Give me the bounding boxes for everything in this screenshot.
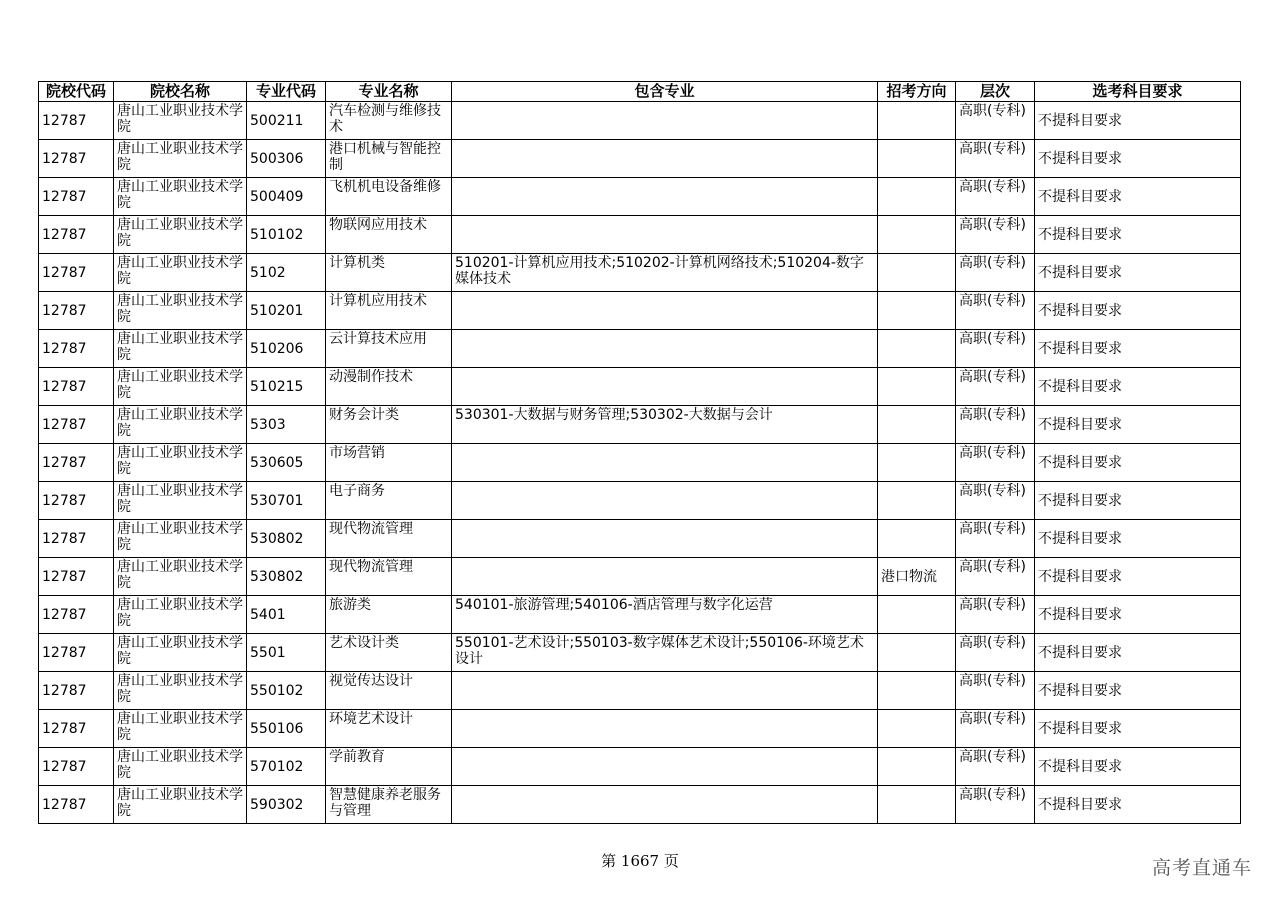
major-name-cell: 现代物流管理 xyxy=(326,558,452,596)
header-level: 层次 xyxy=(956,82,1035,102)
subject-requirement-cell: 不提科目要求 xyxy=(1035,596,1241,634)
major-name-cell: 市场营销 xyxy=(326,444,452,482)
school-code-cell: 12787 xyxy=(39,786,114,824)
subject-requirement-cell: 不提科目要求 xyxy=(1035,368,1241,406)
school-code-cell: 12787 xyxy=(39,330,114,368)
table-row xyxy=(39,368,1241,406)
subject-requirement-cell: 不提科目要求 xyxy=(1035,748,1241,786)
table-row xyxy=(39,216,1241,254)
table-row xyxy=(39,102,1241,140)
major-code-cell: 510102 xyxy=(247,216,326,254)
school-code-cell: 12787 xyxy=(39,748,114,786)
included-majors-cell xyxy=(452,216,878,254)
table-row xyxy=(39,140,1241,178)
school-code-cell: 12787 xyxy=(39,634,114,672)
major-code-cell: 530605 xyxy=(247,444,326,482)
direction-cell xyxy=(878,254,956,292)
table-row xyxy=(39,672,1241,710)
subject-requirement-cell: 不提科目要求 xyxy=(1035,444,1241,482)
school-code-cell: 12787 xyxy=(39,254,114,292)
subject-requirement-cell: 不提科目要求 xyxy=(1035,482,1241,520)
major-name-cell: 云计算技术应用 xyxy=(326,330,452,368)
school-name-cell: 唐山工业职业技术学院 xyxy=(114,254,247,292)
major-code-cell: 500211 xyxy=(247,102,326,140)
major-code-cell: 5401 xyxy=(247,596,326,634)
school-name-cell: 唐山工业职业技术学院 xyxy=(114,558,247,596)
header-subject-requirement: 选考科目要求 xyxy=(1035,82,1241,102)
included-majors-cell xyxy=(452,330,878,368)
school-code-cell: 12787 xyxy=(39,710,114,748)
major-code-cell: 550102 xyxy=(247,672,326,710)
table-row xyxy=(39,634,1241,672)
major-code-cell: 510206 xyxy=(247,330,326,368)
level-cell: 高职(专科) xyxy=(956,710,1035,748)
subject-requirement-cell: 不提科目要求 xyxy=(1035,102,1241,140)
school-name-cell: 唐山工业职业技术学院 xyxy=(114,102,247,140)
major-code-cell: 500409 xyxy=(247,178,326,216)
school-code-cell: 12787 xyxy=(39,520,114,558)
major-name-cell: 飞机机电设备维修 xyxy=(326,178,452,216)
school-name-cell: 唐山工业职业技术学院 xyxy=(114,368,247,406)
subject-requirement-cell: 不提科目要求 xyxy=(1035,786,1241,824)
school-code-cell: 12787 xyxy=(39,102,114,140)
direction-cell xyxy=(878,292,956,330)
subject-requirement-cell: 不提科目要求 xyxy=(1035,178,1241,216)
direction-cell xyxy=(878,596,956,634)
subject-requirement-cell: 不提科目要求 xyxy=(1035,672,1241,710)
level-cell: 高职(专科) xyxy=(956,330,1035,368)
level-cell: 高职(专科) xyxy=(956,520,1035,558)
table-row xyxy=(39,444,1241,482)
major-name-cell: 物联网应用技术 xyxy=(326,216,452,254)
subject-requirement-cell: 不提科目要求 xyxy=(1035,520,1241,558)
major-code-cell: 500306 xyxy=(247,140,326,178)
level-cell: 高职(专科) xyxy=(956,178,1035,216)
table-row xyxy=(39,786,1241,824)
level-cell: 高职(专科) xyxy=(956,634,1035,672)
included-majors-cell: 530301-大数据与财务管理;530302-大数据与会计 xyxy=(452,406,878,444)
included-majors-cell xyxy=(452,444,878,482)
major-name-cell: 环境艺术设计 xyxy=(326,710,452,748)
direction-cell xyxy=(878,482,956,520)
school-name-cell: 唐山工业职业技术学院 xyxy=(114,216,247,254)
major-code-cell: 530701 xyxy=(247,482,326,520)
major-code-cell: 5102 xyxy=(247,254,326,292)
major-code-cell: 550106 xyxy=(247,710,326,748)
level-cell: 高职(专科) xyxy=(956,672,1035,710)
major-code-cell: 5501 xyxy=(247,634,326,672)
school-name-cell: 唐山工业职业技术学院 xyxy=(114,140,247,178)
school-code-cell: 12787 xyxy=(39,672,114,710)
direction-cell xyxy=(878,710,956,748)
school-code-cell: 12787 xyxy=(39,558,114,596)
included-majors-cell: 510201-计算机应用技术;510202-计算机网络技术;510204-数字媒体技术 xyxy=(452,254,878,292)
major-name-cell: 计算机类 xyxy=(326,254,452,292)
level-cell: 高职(专科) xyxy=(956,482,1035,520)
header-row xyxy=(39,82,1241,102)
table-row xyxy=(39,558,1241,596)
school-name-cell: 唐山工业职业技术学院 xyxy=(114,482,247,520)
level-cell: 高职(专科) xyxy=(956,748,1035,786)
school-code-cell: 12787 xyxy=(39,216,114,254)
direction-cell xyxy=(878,634,956,672)
table-row xyxy=(39,330,1241,368)
school-name-cell: 唐山工业职业技术学院 xyxy=(114,178,247,216)
direction-cell xyxy=(878,102,956,140)
school-name-cell: 唐山工业职业技术学院 xyxy=(114,748,247,786)
included-majors-cell: 550101-艺术设计;550103-数字媒体艺术设计;550106-环境艺术设计 xyxy=(452,634,878,672)
page-number: 第 1667 页 xyxy=(601,852,679,870)
major-code-cell: 570102 xyxy=(247,748,326,786)
direction-cell xyxy=(878,368,956,406)
included-majors-cell xyxy=(452,786,878,824)
school-code-cell: 12787 xyxy=(39,140,114,178)
included-majors-cell xyxy=(452,102,878,140)
included-majors-cell xyxy=(452,140,878,178)
direction-cell xyxy=(878,748,956,786)
level-cell: 高职(专科) xyxy=(956,368,1035,406)
direction-cell xyxy=(878,672,956,710)
major-name-cell: 学前教育 xyxy=(326,748,452,786)
table-row xyxy=(39,710,1241,748)
level-cell: 高职(专科) xyxy=(956,254,1035,292)
subject-requirement-cell: 不提科目要求 xyxy=(1035,254,1241,292)
school-code-cell: 12787 xyxy=(39,178,114,216)
level-cell: 高职(专科) xyxy=(956,558,1035,596)
school-code-cell: 12787 xyxy=(39,482,114,520)
major-name-cell: 财务会计类 xyxy=(326,406,452,444)
table-row xyxy=(39,748,1241,786)
major-name-cell: 旅游类 xyxy=(326,596,452,634)
included-majors-cell xyxy=(452,710,878,748)
direction-cell xyxy=(878,216,956,254)
major-code-cell: 590302 xyxy=(247,786,326,824)
included-majors-cell: 540101-旅游管理;540106-酒店管理与数字化运营 xyxy=(452,596,878,634)
direction-cell xyxy=(878,444,956,482)
subject-requirement-cell: 不提科目要求 xyxy=(1035,634,1241,672)
school-code-cell: 12787 xyxy=(39,406,114,444)
header-major-name: 专业名称 xyxy=(326,82,452,102)
school-code-cell: 12787 xyxy=(39,292,114,330)
direction-cell xyxy=(878,330,956,368)
major-name-cell: 智慧健康养老服务与管理 xyxy=(326,786,452,824)
direction-cell xyxy=(878,786,956,824)
table-row xyxy=(39,254,1241,292)
level-cell: 高职(专科) xyxy=(956,596,1035,634)
subject-requirement-cell: 不提科目要求 xyxy=(1035,406,1241,444)
school-code-cell: 12787 xyxy=(39,596,114,634)
included-majors-cell xyxy=(452,178,878,216)
major-name-cell: 视觉传达设计 xyxy=(326,672,452,710)
included-majors-cell xyxy=(452,672,878,710)
school-name-cell: 唐山工业职业技术学院 xyxy=(114,672,247,710)
major-name-cell: 艺术设计类 xyxy=(326,634,452,672)
major-code-cell: 510201 xyxy=(247,292,326,330)
school-name-cell: 唐山工业职业技术学院 xyxy=(114,710,247,748)
school-name-cell: 唐山工业职业技术学院 xyxy=(114,786,247,824)
admissions-table xyxy=(38,81,1241,824)
header-direction: 招考方向 xyxy=(878,82,956,102)
included-majors-cell xyxy=(452,558,878,596)
level-cell: 高职(专科) xyxy=(956,292,1035,330)
school-name-cell: 唐山工业职业技术学院 xyxy=(114,634,247,672)
school-name-cell: 唐山工业职业技术学院 xyxy=(114,596,247,634)
watermark-logo: 高考直通车 xyxy=(1151,857,1252,879)
school-name-cell: 唐山工业职业技术学院 xyxy=(114,520,247,558)
subject-requirement-cell: 不提科目要求 xyxy=(1035,558,1241,596)
direction-cell xyxy=(878,140,956,178)
table-row xyxy=(39,178,1241,216)
direction-cell: 港口物流 xyxy=(878,558,956,596)
school-code-cell: 12787 xyxy=(39,368,114,406)
subject-requirement-cell: 不提科目要求 xyxy=(1035,292,1241,330)
major-name-cell: 现代物流管理 xyxy=(326,520,452,558)
major-name-cell: 电子商务 xyxy=(326,482,452,520)
subject-requirement-cell: 不提科目要求 xyxy=(1035,330,1241,368)
major-code-cell: 5303 xyxy=(247,406,326,444)
major-name-cell: 港口机械与智能控制 xyxy=(326,140,452,178)
major-code-cell: 530802 xyxy=(247,558,326,596)
school-name-cell: 唐山工业职业技术学院 xyxy=(114,406,247,444)
level-cell: 高职(专科) xyxy=(956,406,1035,444)
school-name-cell: 唐山工业职业技术学院 xyxy=(114,330,247,368)
included-majors-cell xyxy=(452,482,878,520)
subject-requirement-cell: 不提科目要求 xyxy=(1035,710,1241,748)
header-school-name: 院校名称 xyxy=(114,82,247,102)
major-code-cell: 530802 xyxy=(247,520,326,558)
table-row xyxy=(39,406,1241,444)
level-cell: 高职(专科) xyxy=(956,102,1035,140)
header-school-code: 院校代码 xyxy=(39,82,114,102)
included-majors-cell xyxy=(452,292,878,330)
included-majors-cell xyxy=(452,520,878,558)
major-name-cell: 计算机应用技术 xyxy=(326,292,452,330)
included-majors-cell xyxy=(452,748,878,786)
header-major-code: 专业代码 xyxy=(247,82,326,102)
direction-cell xyxy=(878,520,956,558)
school-name-cell: 唐山工业职业技术学院 xyxy=(114,444,247,482)
level-cell: 高职(专科) xyxy=(956,444,1035,482)
level-cell: 高职(专科) xyxy=(956,140,1035,178)
table-row xyxy=(39,482,1241,520)
level-cell: 高职(专科) xyxy=(956,786,1035,824)
included-majors-cell xyxy=(452,368,878,406)
subject-requirement-cell: 不提科目要求 xyxy=(1035,216,1241,254)
school-name-cell: 唐山工业职业技术学院 xyxy=(114,292,247,330)
table-row xyxy=(39,292,1241,330)
table-row xyxy=(39,520,1241,558)
header-included-majors: 包含专业 xyxy=(452,82,878,102)
major-name-cell: 动漫制作技术 xyxy=(326,368,452,406)
direction-cell xyxy=(878,178,956,216)
table-row xyxy=(39,596,1241,634)
major-code-cell: 510215 xyxy=(247,368,326,406)
school-code-cell: 12787 xyxy=(39,444,114,482)
major-name-cell: 汽车检测与维修技术 xyxy=(326,102,452,140)
direction-cell xyxy=(878,406,956,444)
subject-requirement-cell: 不提科目要求 xyxy=(1035,140,1241,178)
level-cell: 高职(专科) xyxy=(956,216,1035,254)
